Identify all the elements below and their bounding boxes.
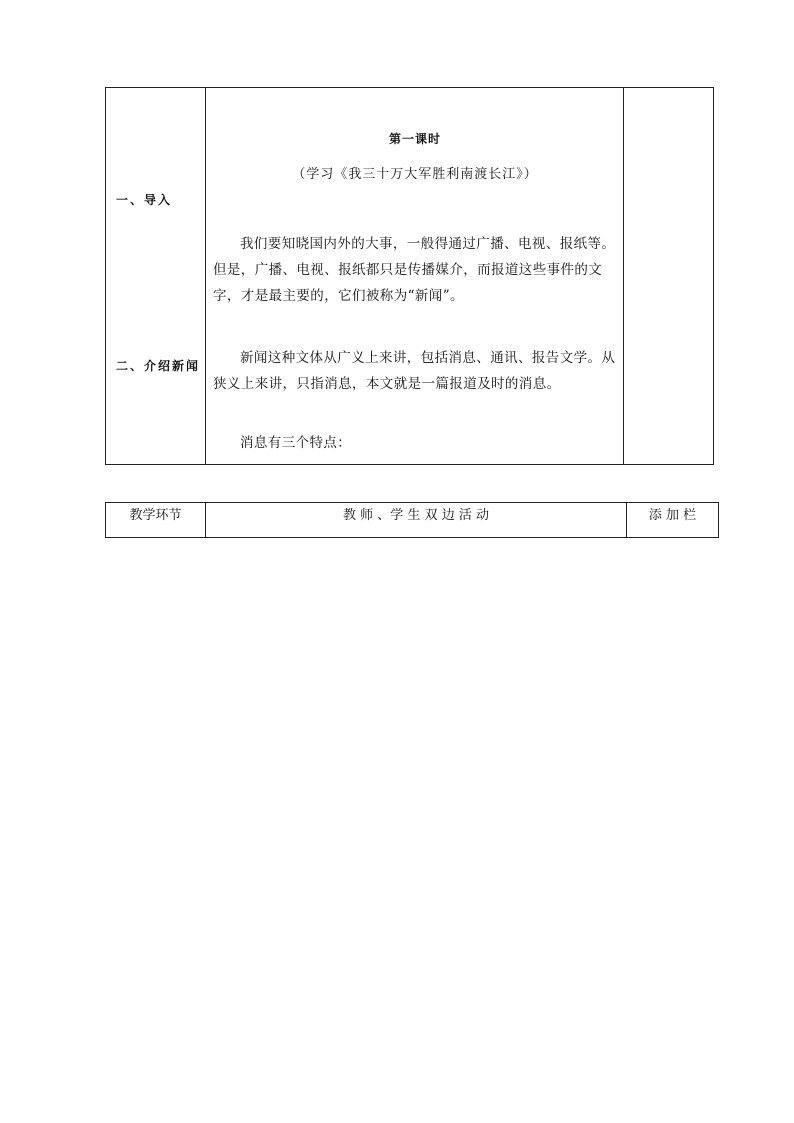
paragraph-news-definition: 新闻这种文体从广义上来讲，包括消息、通讯、报告文学。从狭义上来讲，只指消息，本文就是一篇报道及时的消息。 <box>213 350 616 392</box>
stage-label-news: 二、介绍新闻 <box>116 359 201 373</box>
header-table <box>105 502 719 538</box>
paragraph-features: 消息有三个特点： <box>240 435 352 451</box>
header-extra-column: 添 加 栏 <box>648 508 697 523</box>
header-activities: 教 师 、学 生 双 边 活 动 <box>343 508 489 523</box>
stage-label-intro: 一、导入 <box>116 193 173 207</box>
paragraph-intro: 我们要知晓国内外的大事，一般得通过广播、电视、报纸等。但是，广播、电视、报纸都只是传播媒介，而报道这些事件的文字，才是最主要的，它们被称为“新闻”。 <box>213 236 616 304</box>
lesson-title: 第一课时 <box>388 132 441 146</box>
lesson-table <box>105 87 714 465</box>
header-teaching-stage: 教学环节 <box>129 508 182 523</box>
lesson-subtitle: （学习《我三十万大军胜利南渡长江》） <box>292 167 538 182</box>
